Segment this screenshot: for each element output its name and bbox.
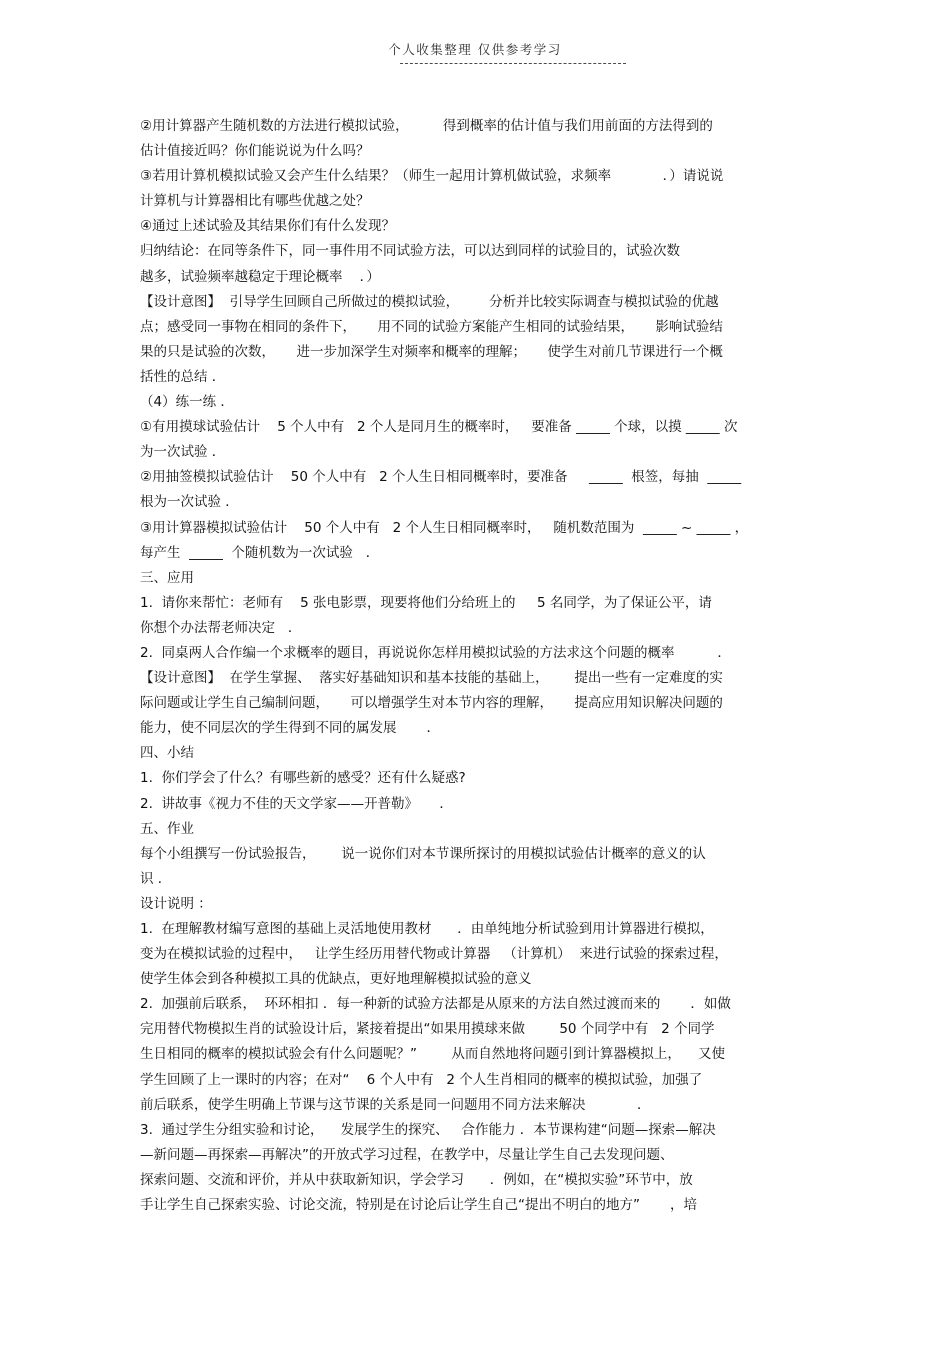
text-line: 每产生 _____ 个随机数为一次试验 ． — [140, 544, 380, 561]
text-line: 【设计意图】 引导学生回顾自己所做过的模拟试验， 分析并比较实际调查与模拟试验的优越 — [140, 293, 719, 310]
text-line: 3. 通过学生分组实验和讨论， 发展学生的探究、 合作能力 ．本节课构建“问题—探索—解决 — [140, 1121, 716, 1138]
text-line: 【设计意图】 在学生掌握、 落实好基础知识和基本技能的基础上， 提出一些有一定难度的实 — [140, 670, 723, 687]
text-line: 根为一次试验 ． — [140, 494, 239, 511]
text-line: 学生回顾了上一课时的内容；在对“ 6 个人中有 2 个人生肖相同的概率的模拟试验，加强了 — [140, 1071, 703, 1088]
text-line: 变为在模拟试验的过程中， 让学生经历用替代物或计算器 （计算机） 来进行试验的探索过程， — [140, 946, 728, 963]
text-line: —新问题—再探索—再解决”的开放式学习过程，在教学中，尽量让学生自己去发现问题、 — [140, 1146, 674, 1163]
text-line: 完用替代物模拟生肖的试验设计后，紧接着提出“如果用摸球来做 50 个同学中有 2 个同学 — [140, 1021, 715, 1038]
text-line: ①有用摸球试验估计 5 个人中有 2 个人是同月生的概率时， 要准备 _____ 个球，以摸 _____ 次 — [140, 419, 738, 436]
text-line: ②用抽签模拟试验估计 50 个人中有 2 个人生日相同概率时，要准备 _____ 根签，每抽 _____ — [140, 469, 742, 486]
text-line: ③若用计算机模拟试验又会产生什么结果？（师生一起用计算机做试验，求频率 ．）请说说 — [140, 168, 724, 185]
text-line: 四、小结 — [140, 745, 194, 762]
text-line: 2. 讲故事《视力不佳的天文学家——开普勒》 ． — [140, 795, 453, 812]
text-line: 生日相同的概率的模拟试验会有什么问题呢？” 从而自然地将问题引到计算器模拟上， 又使 — [140, 1046, 725, 1063]
text-line: （4）练一练 ． — [140, 394, 234, 411]
text-line: 设计说明 ： — [140, 895, 212, 912]
text-line: 能力，使不同层次的学生得到不同的属发展 ． — [140, 720, 441, 737]
text-line: 为一次试验 ． — [140, 444, 226, 461]
text-line: 每个小组撰写一份试验报告， 说一说你们对本节课所探讨的用模拟试验估计概率的意义的认 — [140, 845, 706, 862]
text-line: 越多，试验频率越稳定于理论概率 ．） — [140, 268, 380, 285]
text-line: 探索问题、交流和评价，并从中获取新知识，学会学习 ．例如，在“模拟实验”环节中，放 — [140, 1171, 693, 1188]
text-line: 1. 你们学会了什么？有哪些新的感受？还有什么疑惑? — [140, 770, 466, 787]
text-line: ②用计算器产生随机数的方法进行模拟试验， 得到概率的估计值与我们用前面的方法得到的 — [140, 118, 713, 134]
text-line: 2. 同桌两人合作编一个求概率的题目，再说说你怎样用模拟试验的方法求这个问题的概率 ． — [140, 644, 731, 661]
text-line: 1. 在理解教材编写意图的基础上灵活地使用教材 ．由单纯地分析试验到用计算器进行模拟， — [140, 921, 714, 937]
text-line: 果的只是试验的次数， 进一步加深学生对频率和概率的理解； 使学生对前几节课进行一个概 — [140, 343, 723, 360]
text-line: ③用计算器模拟试验估计 50 个人中有 2 个人生日相同概率时， 随机数范围为 _____ ~ _____ ， — [140, 519, 749, 536]
text-line: 计算机与计算器相比有哪些优越之处？ — [140, 193, 370, 210]
page-header-text: 个人收集整理 仅供参考学习 — [388, 42, 562, 57]
text-line: 五、作业 — [140, 820, 194, 837]
document-body — [140, 114, 830, 1218]
text-line: 括性的总结 ． — [140, 368, 226, 385]
text-line: 1. 请你来帮忙：老师有 5 张电影票，现要将他们分给班上的 5 名同学，为了保证公平，请 — [140, 594, 712, 611]
text-line: 前后联系，使学生明确上节课与这节课的关系是同一问题用不同方法来解决 ． — [140, 1096, 651, 1113]
text-line: 手让学生自己探索实验、讨论交流，特别是在讨论后让学生自己“提出不明白的地方” ，培 — [140, 1197, 698, 1214]
text-line: 点；感受同一事物在相同的条件下， 用不同的试验方案能产生相同的试验结果， 影响试验结 — [140, 318, 723, 335]
text-line: 估计值接近吗？你们能说说为什么吗？ — [140, 143, 370, 160]
text-line: 你想个办法帮老师决定 ． — [140, 619, 302, 636]
text-line: 际问题或让学生自己编制问题， 可以增强学生对本节内容的理解， 提高应用知识解决问题的 — [140, 695, 723, 712]
text-line: ④通过上述试验及其结果你们有什么发现？ — [140, 218, 396, 235]
text-line: 使学生体会到各种模拟工具的优缺点，更好地理解模拟试验的意义 — [140, 971, 532, 988]
text-line: 三、应用 — [140, 569, 194, 586]
header-dashed-underline — [400, 63, 626, 64]
text-line: 归纳结论：在同等条件下，同一事件用不同试验方法，可以达到同样的试验目的，试验次数 — [140, 243, 680, 260]
text-line: 2. 加强前后联系， 环环相扣 ．每一种新的试验方法都是从原来的方法自然过渡而来的 ．如做 — [140, 996, 731, 1013]
text-line: 识 ． — [140, 870, 172, 887]
